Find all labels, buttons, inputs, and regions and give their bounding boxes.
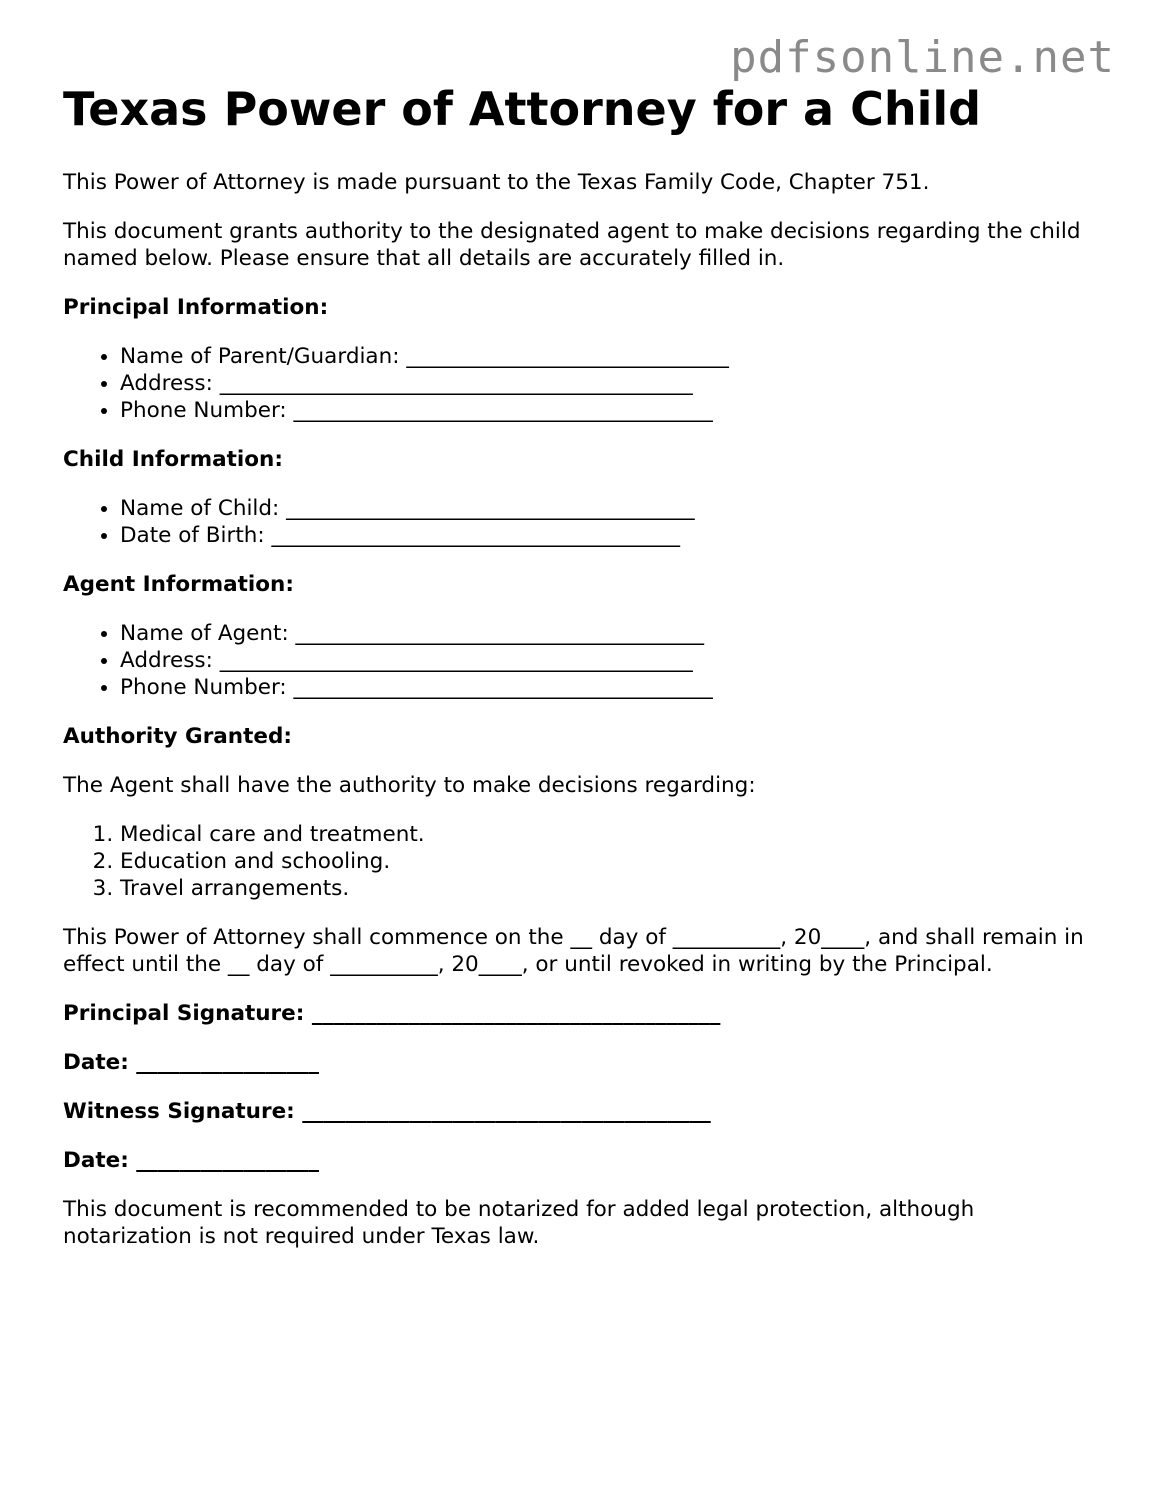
authority-lead: The Agent shall have the authority to make decisions regarding: xyxy=(63,772,756,798)
term-paragraph: This Power of Attorney shall commence on the __ day of __________, 20____, and shall remain in effect until the __ day of __________, 20____, or until revoked in writing by the Principal. xyxy=(63,924,1084,977)
authority-item-medical: 1. Medical care and treatment. xyxy=(120,821,1093,848)
document-title: Texas Power of Attorney for a Child xyxy=(63,82,982,136)
authority-item-travel: 3. Travel arrangements. xyxy=(120,875,1093,902)
notarization-note: This document is recommended to be notarized for added legal protection, although notarization is not required under Texas law. xyxy=(63,1196,975,1249)
child-name-field: • Name of Child: ______________________________________ xyxy=(120,495,1093,522)
principal-phone-field: • Phone Number: _______________________________________ xyxy=(120,397,1093,424)
child-dob-field: • Date of Birth: ______________________________________ xyxy=(120,522,1093,549)
watermark: pdfsonline.net xyxy=(730,32,1115,83)
witness-date-line: Date: _________________ xyxy=(63,1147,320,1173)
authority-item-education: 2. Education and schooling. xyxy=(120,848,1093,875)
document-page xyxy=(63,84,1093,1272)
authority-heading: Authority Granted: xyxy=(63,723,292,749)
principal-name-field: • Name of Parent/Guardian: ______________________________ xyxy=(120,343,1093,370)
principal-heading: Principal Information: xyxy=(63,294,329,320)
intro-paragraph-2: This document grants authority to the designated agent to make decisions regarding the child named below. Please ensure that all details are accurately filled in. xyxy=(63,218,1081,271)
agent-fields-list xyxy=(63,620,1093,701)
principal-signature-line: Principal Signature: ______________________________________ xyxy=(63,1000,721,1026)
agent-heading: Agent Information: xyxy=(63,571,294,597)
child-fields-list xyxy=(63,495,1093,549)
agent-address-field: • Address: ____________________________________________ xyxy=(120,647,1093,674)
authority-list xyxy=(63,821,1093,902)
principal-address-field: • Address: ____________________________________________ xyxy=(120,370,1093,397)
agent-phone-field: • Phone Number: _______________________________________ xyxy=(120,674,1093,701)
intro-paragraph-1: This Power of Attorney is made pursuant to the Texas Family Code, Chapter 751. xyxy=(63,169,930,195)
witness-signature-line: Witness Signature: ______________________________________ xyxy=(63,1098,711,1124)
agent-name-field: • Name of Agent: ______________________________________ xyxy=(120,620,1093,647)
principal-date-line: Date: _________________ xyxy=(63,1049,320,1075)
child-heading: Child Information: xyxy=(63,446,283,472)
principal-fields-list xyxy=(63,343,1093,424)
